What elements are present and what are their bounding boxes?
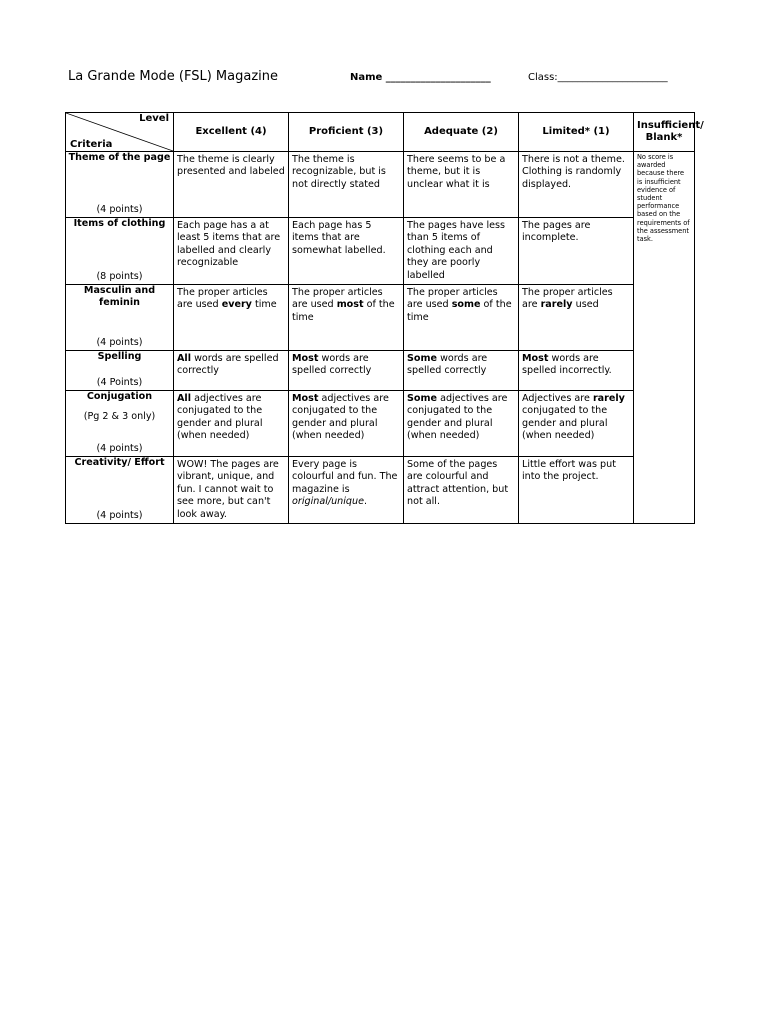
descriptor-emphasis: All: [177, 353, 192, 365]
descriptor-text: of the time: [292, 299, 395, 323]
descriptor-proficient: The theme is recognizable, but is not directly stated: [289, 152, 404, 218]
insufficient-descriptor: No score is awarded because there is insufficient evidence of student performance based on the requirements of the assessment task.: [634, 152, 695, 524]
descriptor-emphasis: every: [221, 299, 252, 311]
descriptor-emphasis: Most: [522, 353, 549, 365]
descriptor-emphasis: Some: [407, 353, 438, 365]
descriptor-text: used: [572, 299, 599, 311]
descriptor-adequate: The pages have less than 5 items of clothing each and they are poorly labelled: [404, 218, 519, 285]
level-header-limited: Limited* (1): [519, 113, 634, 152]
descriptor-adequate: [404, 285, 519, 351]
descriptor-text: time: [251, 299, 277, 311]
descriptor-proficient: Each page has 5 items that are somewhat labelled.: [289, 218, 404, 285]
descriptor-emphasis: some: [451, 299, 481, 311]
rubric-body: [66, 152, 695, 524]
criteria-axis-label: Criteria: [70, 138, 113, 150]
descriptor-adequate: [404, 351, 519, 391]
descriptor-text: Every page is colourful and fun. The magazine is: [292, 459, 398, 495]
rubric-header-row: [66, 113, 695, 152]
descriptor-proficient: [289, 285, 404, 351]
descriptor-text: .: [364, 496, 368, 508]
criterion-cell: [66, 457, 174, 524]
descriptor-emphasis: Some: [407, 393, 438, 405]
rubric-row: [66, 152, 695, 218]
criterion-name: Items of clothing: [73, 218, 166, 229]
criterion-points: (4 Points): [96, 376, 143, 388]
criterion-cell: [66, 152, 174, 218]
descriptor-text: adjectives are conjugated to the gender and plural (when needed): [177, 393, 263, 442]
descriptor-adequate: There seems to be a theme, but it is unclear what it is: [404, 152, 519, 218]
descriptor-text: The proper articles are used: [292, 287, 383, 311]
descriptor-text: words are spelled correctly: [177, 353, 279, 377]
descriptor-limited: Little effort was put into the project.: [519, 457, 634, 524]
descriptor-adequate: [404, 391, 519, 457]
criterion-points: (4 points): [96, 203, 143, 215]
criterion-name: Masculin and feminin: [83, 285, 156, 309]
descriptor-proficient: [289, 351, 404, 391]
descriptor-excellent: [174, 285, 289, 351]
criterion-points: (4 points): [96, 509, 143, 521]
descriptor-proficient: [289, 391, 404, 457]
level-header-proficient: Proficient (3): [289, 113, 404, 152]
descriptor-excellent: [174, 351, 289, 391]
criterion-cell: [66, 351, 174, 391]
descriptor-text: adjectives are conjugated to the gender and plural (when needed): [407, 393, 508, 442]
descriptor-limited: [519, 391, 634, 457]
descriptor-text: words are spelled incorrectly.: [522, 353, 612, 377]
criterion-cell: [66, 391, 174, 457]
descriptor-emphasis: rarely: [540, 299, 573, 311]
level-header-excellent: Excellent (4): [174, 113, 289, 152]
rubric-table: [65, 112, 704, 524]
descriptor-excellent: The theme is clearly presented and labeled: [174, 152, 289, 218]
descriptor-text: of the time: [407, 299, 512, 323]
criterion-name: Conjugation: [86, 391, 153, 403]
descriptor-limited: [519, 285, 634, 351]
descriptor-emphasis: most: [336, 299, 364, 311]
criterion-note: (Pg 2 & 3 only): [83, 411, 156, 423]
criterion-cell: [66, 218, 174, 285]
class-field-label: Class:______________________: [528, 72, 668, 83]
descriptor-adequate: Some of the pages are colourful and attract attention, but not all.: [404, 457, 519, 524]
criterion-name: Spelling: [97, 351, 142, 363]
criterion-name: Theme of the page: [68, 152, 171, 163]
descriptor-text: adjectives are conjugated to the gender and plural (when needed): [292, 393, 389, 442]
descriptor-text: The proper articles are used: [407, 287, 498, 311]
descriptor-excellent: [174, 391, 289, 457]
descriptor-proficient: [289, 457, 404, 524]
rubric-row: [66, 218, 695, 285]
descriptor-limited: The pages are incomplete.: [519, 218, 634, 285]
descriptor-emphasis: All: [177, 393, 192, 405]
descriptor-text: Adjectives are: [522, 393, 593, 405]
descriptor-limited: [519, 351, 634, 391]
descriptor-excellent: WOW! The pages are vibrant, unique, and fun. I cannot wait to see more, but can't look away.: [174, 457, 289, 524]
rubric-row: [66, 351, 695, 391]
name-field-label: Name _____________________: [350, 72, 491, 83]
descriptor-excellent: Each page has a at least 5 items that are labelled and clearly recognizable: [174, 218, 289, 285]
level-axis-label: Level: [139, 113, 169, 124]
document-title: La Grande Mode (FSL) Magazine: [68, 69, 278, 84]
descriptor-text: The proper articles are used: [177, 287, 268, 311]
corner-header-cell: [66, 113, 174, 152]
descriptor-text: words are spelled correctly: [407, 353, 488, 377]
descriptor-text: The proper articles are: [522, 287, 613, 311]
descriptor-text: conjugated to the gender and plural (when needed): [522, 405, 608, 442]
descriptor-emphasis: Most: [292, 353, 319, 365]
level-header-insufficient: Insufficient/ Blank*: [634, 113, 695, 152]
descriptor-limited: There is not a theme. Clothing is randomly displayed.: [519, 152, 634, 218]
criterion-points: (4 points): [96, 442, 143, 454]
criterion-points: (4 points): [96, 336, 143, 348]
rubric-row: [66, 457, 695, 524]
page-header: [68, 69, 708, 89]
rubric-row: [66, 285, 695, 351]
descriptor-emphasis: original/unique: [292, 496, 364, 508]
rubric-row: [66, 391, 695, 457]
criterion-cell: [66, 285, 174, 351]
criterion-points: (8 points): [96, 270, 143, 282]
level-header-adequate: Adequate (2): [404, 113, 519, 152]
criterion-name: Creativity/ Effort: [74, 457, 165, 469]
descriptor-text: words are spelled correctly: [292, 353, 372, 377]
descriptor-emphasis: Most: [292, 393, 319, 405]
descriptor-emphasis: rarely: [592, 393, 625, 405]
